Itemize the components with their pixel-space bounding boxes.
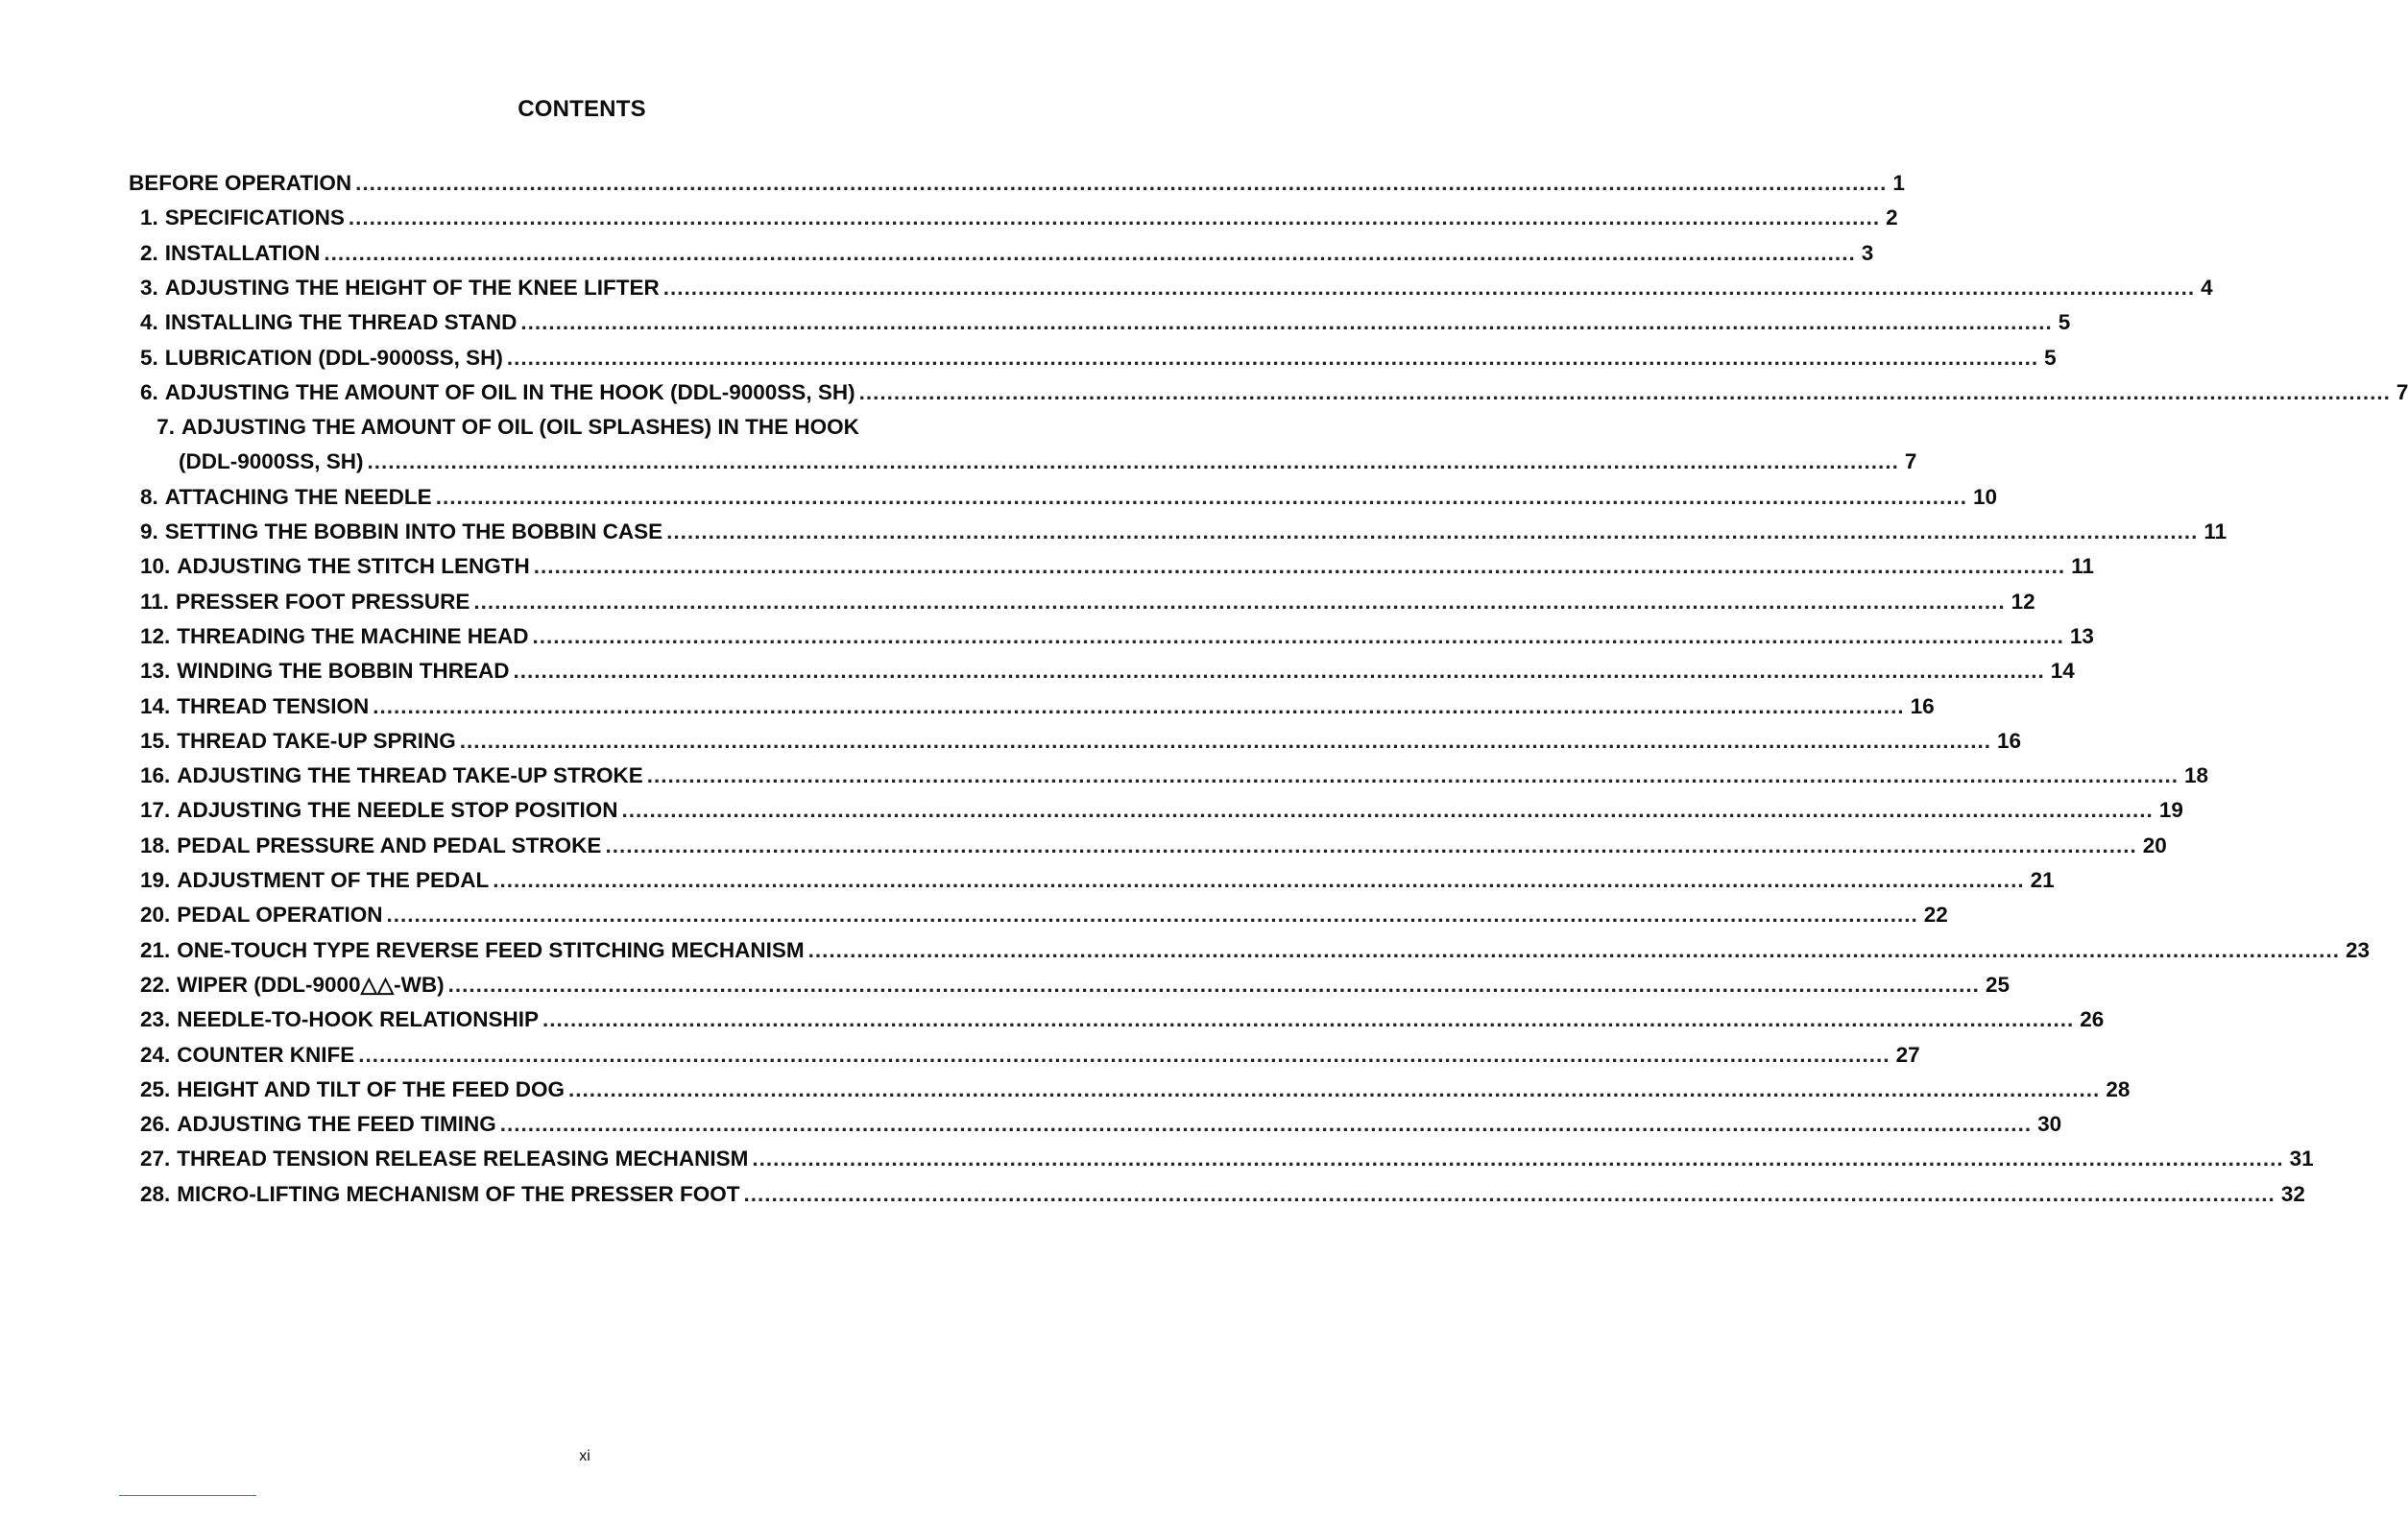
toc-entry[interactable]	[140, 622, 2094, 651]
toc-entry[interactable]	[140, 866, 2055, 895]
toc-dot-leader: ............................................................................................................................................................................................................................	[506, 345, 2039, 370]
toc-entry-number: 15.	[140, 728, 171, 753]
toc-entry-label: ADJUSTING THE AMOUNT OF OIL IN THE HOOK (DDL-9000SS, SH)	[164, 379, 855, 404]
toc-dot-leader: ............................................................................................................................................................................................................................	[662, 275, 2196, 300]
toc-entry-label: THREAD TENSION	[177, 693, 370, 718]
toc-entry-page: 25	[1985, 972, 2010, 997]
toc-entry-number: 14.	[140, 693, 171, 718]
toc-entry[interactable]	[140, 1041, 1920, 1070]
toc-entry[interactable]	[140, 239, 1874, 268]
toc-dot-leader: ............................................................................................................................................................................................................................	[646, 763, 2179, 788]
toc-entry-page: 5	[2058, 310, 2071, 335]
toc-entry-page: 27	[1895, 1042, 1920, 1067]
toc-entry-label: ADJUSTING THE AMOUNT OF OIL (OIL SPLASHES) IN THE HOOK	[181, 415, 859, 440]
toc-entry-label: INSTALLING THE THREAD STAND	[164, 310, 518, 335]
toc-entry[interactable]	[140, 413, 1038, 442]
toc-entry-page: 14	[2050, 659, 2075, 684]
toc-dot-leader: ............................................................................................................................................................................................................................	[459, 728, 1991, 753]
toc-entry-number: 22.	[140, 972, 171, 997]
toc-entry-label: NEEDLE-TO-HOOK RELATIONSHIP	[177, 1007, 539, 1032]
toc-dot-leader: ............................................................................................................................................................................................................................	[533, 554, 2066, 579]
toc-entry-page: 1	[1892, 171, 1905, 195]
toc-entry-number: 13.	[140, 659, 171, 684]
toc-entry-label: (DDL-9000SS, SH)	[179, 449, 364, 474]
toc-entry-number: 23.	[140, 1007, 171, 1032]
toc-entry-number: 24.	[140, 1042, 171, 1067]
toc-entry-number: 9.	[140, 519, 158, 543]
toc-dot-leader: ............................................................................................................................................................................................................................	[367, 449, 1899, 474]
toc-entry-page: 23	[2345, 937, 2370, 962]
toc-entry-label: ONE-TOUCH TYPE REVERSE FEED STITCHING MECHANISM	[177, 937, 805, 962]
footer-rule	[119, 1495, 256, 1496]
toc-entry-number: 28.	[140, 1181, 171, 1206]
toc-dot-leader: ............................................................................................................................................................................................................................	[355, 171, 1888, 195]
toc-entry-number: 5.	[140, 345, 158, 370]
toc-entry-page: 12	[2011, 589, 2035, 614]
toc-entry-page: 28	[2106, 1076, 2131, 1101]
toc-entry-label: ADJUSTING THE HEIGHT OF THE KNEE LIFTER	[164, 275, 660, 300]
toc-dot-leader: ............................................................................................................................................................................................................................	[473, 589, 2006, 614]
toc-dot-leader: ............................................................................................................................................................................................................................	[493, 868, 2025, 892]
toc-dot-leader: ............................................................................................................................................................................................................................	[386, 903, 1918, 928]
toc-entry-label: ADJUSTING THE THREAD TAKE-UP STROKE	[177, 763, 643, 788]
toc-entry-page: 2	[1886, 205, 1898, 230]
toc-dot-leader: ............................................................................................................................................................................................................................	[858, 379, 2391, 404]
toc-entry-label: ATTACHING THE NEEDLE	[164, 484, 432, 509]
toc-entry-number: 20.	[140, 903, 171, 928]
toc-dot-leader: ............................................................................................................................................................................................................................	[358, 1042, 1890, 1067]
toc-entry-page: 30	[2037, 1112, 2062, 1137]
toc-entry-page: 7	[1904, 449, 1917, 474]
toc-entry[interactable]	[140, 588, 2035, 616]
page-number: xi	[579, 1448, 590, 1464]
toc-entry-number: 2.	[140, 240, 158, 265]
toc-dot-leader: ............................................................................................................................................................................................................................	[447, 972, 1980, 997]
toc-entry-page: 16	[1910, 693, 1935, 718]
toc-entry-number: 7.	[157, 415, 175, 440]
toc-dot-leader: ............................................................................................................................................................................................................................	[743, 1181, 2276, 1206]
toc-dot-leader: ............................................................................................................................................................................................................................	[435, 484, 1967, 509]
toc-entry-number: 21.	[140, 937, 171, 962]
toc-entry-label: COUNTER KNIFE	[177, 1042, 355, 1067]
toc-entry-label: ADJUSTING THE STITCH LENGTH	[177, 554, 530, 579]
toc-entry[interactable]	[140, 1145, 2314, 1173]
toc-entry-label: LUBRICATION (DDL-9000SS, SH)	[164, 345, 503, 370]
toc-dot-leader: ............................................................................................................................................................................................................................	[542, 1007, 2075, 1032]
toc-entry-page: 16	[1997, 728, 2022, 753]
toc-entry-page: 22	[1923, 903, 1948, 928]
toc-entry-number: 19.	[140, 868, 171, 892]
toc-entry-number: 27.	[140, 1147, 171, 1171]
toc-entry-number: 17.	[140, 798, 171, 823]
toc-entry[interactable]	[140, 761, 2209, 790]
toc-dot-leader: ............................................................................................................................................................................................................................	[621, 798, 2154, 823]
toc-dot-leader: ............................................................................................................................................................................................................................	[520, 310, 2053, 335]
toc-entry[interactable]	[140, 344, 2057, 373]
toc-entry-page: 32	[2280, 1181, 2305, 1206]
toc-entry-page: 18	[2184, 763, 2209, 788]
toc-entry[interactable]	[140, 483, 1997, 512]
toc-entry-label: BEFORE OPERATION	[129, 171, 352, 195]
toc-entry-page: 10	[1972, 484, 1997, 509]
toc-entry-number: 6.	[140, 379, 158, 404]
toc-entry[interactable]	[140, 796, 2183, 825]
page-title: CONTENTS	[518, 96, 646, 122]
toc-dot-leader: ............................................................................................................................................................................................................................	[807, 937, 2340, 962]
toc-entry[interactable]	[140, 518, 2227, 546]
toc-entry-label: THREAD TAKE-UP SPRING	[177, 728, 456, 753]
toc-entry-page: 4	[2201, 275, 2213, 300]
toc-dot-leader: ............................................................................................................................................................................................................................	[568, 1076, 2101, 1101]
toc-entry-label: ADJUSTING THE FEED TIMING	[177, 1112, 496, 1137]
toc-entry-page: 20	[2142, 833, 2167, 857]
toc-dot-leader: ............................................................................................................................................................................................................................	[324, 240, 1856, 265]
toc-entry[interactable]	[140, 1075, 2131, 1104]
toc-entry-label: SETTING THE BOBBIN INTO THE BOBBIN CASE	[164, 519, 663, 543]
toc-dot-leader: ............................................................................................................................................................................................................................	[752, 1147, 2284, 1171]
toc-entry-label: HEIGHT AND TILT OF THE FEED DOG	[177, 1076, 566, 1101]
toc-entry-label: SPECIFICATIONS	[164, 205, 345, 230]
toc-entry[interactable]	[140, 1005, 2105, 1034]
toc-entry-label: INSTALLATION	[164, 240, 321, 265]
toc-entry-page: 11	[2203, 519, 2227, 543]
toc-entry-number: 8.	[140, 484, 158, 509]
toc-entry[interactable]	[140, 901, 1948, 930]
toc-entry[interactable]	[140, 378, 2408, 407]
toc-entry-number: 12.	[140, 623, 171, 648]
toc-entry[interactable]	[140, 1110, 2062, 1139]
toc-entry[interactable]	[140, 308, 2071, 337]
toc-entry-page: 19	[2158, 798, 2183, 823]
toc-dot-leader: ............................................................................................................................................................................................................................	[605, 833, 2137, 857]
toc-entry[interactable]	[140, 727, 2022, 756]
toc-dot-leader: ............................................................................................................................................................................................................................	[513, 659, 2045, 684]
toc-entry-number: 10.	[140, 554, 171, 579]
toc-dot-leader: ............................................................................................................................................................................................................................	[532, 623, 2064, 648]
toc-entry-label: PEDAL PRESSURE AND PEDAL STROKE	[177, 833, 602, 857]
toc-entry-page: 7	[2396, 379, 2408, 404]
toc-entry[interactable]	[140, 204, 1898, 232]
toc-entry-label: MICRO-LIFTING MECHANISM OF THE PRESSER FOOT	[177, 1181, 740, 1206]
toc-entry[interactable]	[140, 692, 1935, 721]
toc-entry-page: 11	[2071, 554, 2094, 579]
toc-entry-label: PRESSER FOOT PRESSURE	[176, 589, 470, 614]
toc-dot-leader: ............................................................................................................................................................................................................................	[499, 1112, 2033, 1137]
toc-entry[interactable]	[140, 936, 2370, 965]
toc-entry-page: 5	[2044, 345, 2057, 370]
toc-entry-number: 1.	[140, 205, 158, 230]
toc-entry[interactable]	[140, 1180, 2305, 1209]
toc-entry[interactable]	[140, 657, 2075, 686]
toc-entry[interactable]	[140, 552, 2094, 581]
toc-entry-label: ADJUSTING THE NEEDLE STOP POSITION	[177, 798, 618, 823]
toc-entry-number: 11.	[140, 589, 170, 614]
toc-entry-label: THREADING THE MACHINE HEAD	[177, 623, 529, 648]
toc-entry-page: 26	[2080, 1007, 2105, 1032]
toc-entry-number: 25.	[140, 1076, 171, 1101]
toc-dot-leader: ............................................................................................................................................................................................................................	[348, 205, 1881, 230]
toc-entry-label: WIPER (DDL-9000△△-WB)	[177, 972, 445, 997]
toc-entry-page: 3	[1861, 240, 1874, 265]
toc-entry-page: 21	[2030, 868, 2055, 892]
toc-entry-label: WINDING THE BOBBIN THREAD	[177, 659, 510, 684]
toc-entry[interactable]	[140, 274, 2213, 302]
toc-dot-leader: ............................................................................................................................................................................................................................	[666, 519, 2199, 543]
toc-entry-number: 16.	[140, 763, 171, 788]
toc-entry-label: PEDAL OPERATION	[177, 903, 383, 928]
toc-entry-page: 13	[2069, 623, 2094, 648]
toc-entry-number: 3.	[140, 275, 158, 300]
toc-entry[interactable]	[140, 971, 2010, 1000]
toc-entry-label: ADJUSTMENT OF THE PEDAL	[177, 868, 490, 892]
toc-entry-number: 26.	[140, 1112, 171, 1137]
toc-entry-label: THREAD TENSION RELEASE RELEASING MECHANISM	[177, 1147, 749, 1171]
toc-dot-leader: ............................................................................................................................................................................................................................	[373, 693, 1905, 718]
toc-entry-number: 18.	[140, 833, 171, 857]
toc-entry[interactable]	[179, 447, 1917, 476]
toc-entry-number: 4.	[140, 310, 158, 335]
toc-entry[interactable]	[129, 169, 1905, 198]
toc-entry-page: 31	[2289, 1147, 2314, 1171]
toc-entry[interactable]	[140, 832, 2167, 860]
